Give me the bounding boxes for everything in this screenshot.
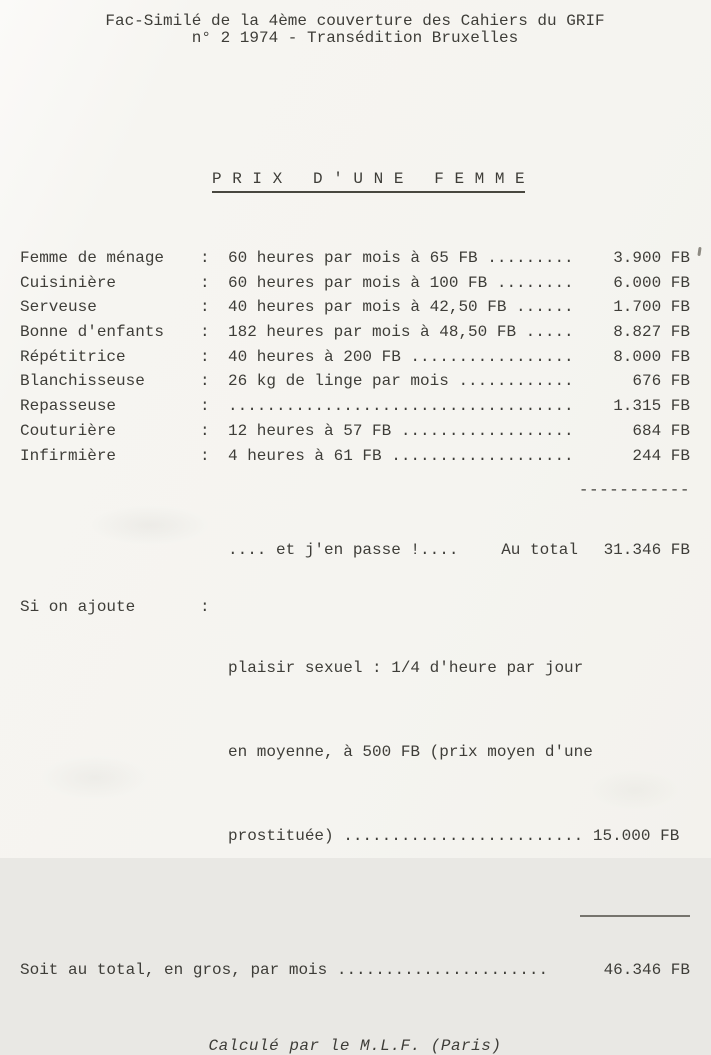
row-colon: :: [200, 421, 210, 440]
row-amount: 1.700 FB: [613, 298, 690, 317]
row-description: 60 heures par mois à 65 FB .........: [228, 249, 574, 267]
subtotal-row: [20, 541, 690, 565]
subtotal-desc: [228, 541, 578, 559]
row-amount: 1.315 FB: [613, 397, 690, 416]
row-colon: :: [200, 249, 210, 267]
row-label: Bonne d'enfants: [20, 323, 165, 342]
grand-total-label: Soit au total, en gros, par mois ......................: [20, 961, 549, 980]
row-amount: 3.900 FB: [613, 249, 690, 267]
dashed-separator: -----------: [578, 481, 690, 500]
page-title: P R I X D ' U N E F E M M E: [212, 170, 525, 193]
table-row: [20, 397, 690, 422]
row-amount: 684 FB: [632, 421, 690, 440]
table-row: [20, 447, 690, 472]
addition-block: [20, 598, 690, 906]
grand-total-row: [20, 961, 690, 985]
addition-colon: :: [200, 598, 210, 617]
row-amount: 6.000 FB: [613, 273, 690, 292]
row-description: ....................................: [228, 397, 574, 416]
row-amount: 244 FB: [632, 446, 690, 465]
addition-label: Si on ajoute: [20, 598, 136, 617]
header-line-1: Fac-Similé de la 4ème couverture des Cahiers du GRIF: [105, 12, 605, 30]
addition-line-1: plaisir sexuel : 1/4 d'heure par jour: [228, 659, 584, 678]
row-colon: :: [200, 273, 210, 292]
row-label: Femme de ménage: [20, 249, 165, 267]
row-colon: :: [200, 397, 210, 416]
row-colon: :: [200, 347, 210, 366]
row-description: 40 heures à 200 FB .................: [228, 347, 574, 366]
row-amount: 676 FB: [632, 372, 690, 391]
row-label: Infirmière: [20, 446, 117, 465]
scan-smudge: [90, 505, 210, 545]
table-row: [20, 372, 690, 397]
row-description: 4 heures à 61 FB ...................: [228, 446, 574, 465]
scan-speck: [697, 247, 701, 256]
row-label: Serveuse: [20, 298, 97, 317]
addition-lines: [228, 598, 690, 906]
table-row: [20, 323, 690, 348]
row-description: 182 heures par mois à 48,50 FB .....: [228, 323, 574, 342]
price-table: [20, 249, 690, 471]
row-description: 60 heures par mois à 100 FB ........: [228, 273, 574, 292]
row-label: Cuisinière: [20, 273, 117, 292]
row-label: Repasseuse: [20, 397, 117, 416]
row-colon: :: [200, 298, 210, 317]
table-row: [20, 422, 690, 447]
row-label: Couturière: [20, 421, 117, 440]
addition-line-3-text: prostituée) .........................: [228, 827, 584, 846]
footer-credit: Calculé par le M.L.F. (Paris): [208, 1037, 502, 1055]
addition-amount: 15.000 FB: [592, 827, 680, 846]
subtotal-amount: 31.346 FB: [603, 541, 690, 560]
table-row: [20, 298, 690, 323]
subtotal-label: Au total: [501, 541, 578, 560]
header: [20, 0, 690, 47]
row-description: 40 heures par mois à 42,50 FB ......: [228, 298, 574, 317]
row-label: Répétitrice: [20, 347, 126, 366]
row-amount: 8.000 FB: [613, 347, 690, 366]
row-colon: :: [200, 323, 210, 342]
row-label: Blanchisseuse: [20, 372, 145, 391]
addition-line-3: [228, 822, 690, 850]
row-description: 26 kg de linge par mois ............: [228, 372, 574, 391]
addition-line-2: en moyenne, à 500 FB (prix moyen d'une: [228, 743, 593, 762]
table-row: [20, 274, 690, 299]
title-wrap: [212, 170, 690, 193]
row-description: 12 heures à 57 FB ..................: [228, 421, 574, 440]
row-colon: :: [200, 372, 210, 391]
row-amount: 8.827 FB: [613, 323, 690, 342]
et-jen-passe-note: .... et j'en passe !....: [228, 541, 459, 560]
total-rule: [580, 915, 690, 917]
grand-total-amount: 46.346 FB: [603, 961, 690, 980]
row-colon: :: [200, 446, 210, 465]
table-row: [20, 249, 690, 274]
header-line-2: n° 2 1974 - Transédition Bruxelles: [191, 29, 519, 47]
table-row: [20, 348, 690, 373]
